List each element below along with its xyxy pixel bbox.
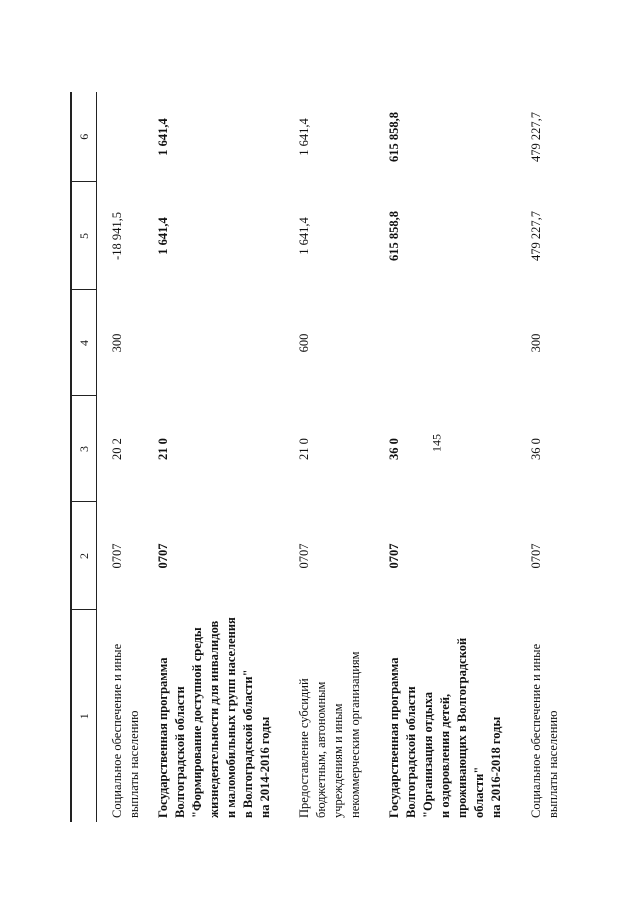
column-header: 4 bbox=[71, 290, 97, 396]
name-line: выплаты населению bbox=[546, 710, 560, 818]
cell-name bbox=[97, 610, 144, 822]
cell-amount-col5: 479 227,7 bbox=[529, 211, 543, 261]
cell-name bbox=[528, 610, 568, 822]
name-line: бюджетным, автономным bbox=[314, 681, 328, 818]
name-line: выплаты населению bbox=[127, 710, 141, 818]
column-header: 6 bbox=[71, 92, 97, 182]
name-line: области" bbox=[472, 766, 486, 818]
cell-name bbox=[374, 610, 528, 822]
name-line: проживающих в Волгоградской bbox=[455, 637, 469, 818]
name-line: некоммерческим организациям bbox=[348, 651, 362, 818]
name-line: Волгоградской области bbox=[173, 686, 187, 818]
cell-section: 0707 bbox=[529, 543, 543, 569]
header-row bbox=[71, 92, 97, 822]
cell-expense-type bbox=[143, 290, 274, 396]
name-line: в Волгоградской области" bbox=[241, 669, 255, 818]
cell-amount-col6: 479 227,7 bbox=[529, 112, 543, 162]
cell-target-article: 21 0 bbox=[156, 438, 170, 460]
name-line: учреждениям и иным bbox=[331, 703, 345, 818]
cell-expense-type bbox=[374, 290, 528, 396]
table-body bbox=[97, 92, 569, 822]
cell-target-article: 36 0 bbox=[387, 438, 401, 460]
name-line: на 2014-2016 годы bbox=[258, 716, 272, 818]
cell-amount-col5: 1 641,4 bbox=[297, 217, 311, 255]
name-line: Волгоградской области bbox=[404, 686, 418, 818]
budget-sheet bbox=[70, 92, 610, 822]
cell-amount-col6 bbox=[97, 92, 144, 182]
table-row bbox=[528, 92, 568, 822]
table-row bbox=[143, 92, 274, 822]
budget-table bbox=[70, 92, 568, 822]
name-line: Социальное обеспечение и иные bbox=[529, 643, 543, 818]
cell-section: 0707 bbox=[297, 543, 311, 569]
cell-amount-col6: 1 641,4 bbox=[297, 118, 311, 156]
table-row bbox=[97, 92, 144, 822]
table-row bbox=[374, 92, 528, 822]
cell-amount-col6: 615 858,8 bbox=[387, 112, 401, 162]
cell-amount-col5: -18 941,5 bbox=[110, 212, 124, 260]
cell-section: 0707 bbox=[156, 543, 170, 569]
name-line: Государственная программа bbox=[387, 657, 401, 818]
cell-name bbox=[143, 610, 274, 822]
cell-amount-col5: 615 858,8 bbox=[387, 211, 401, 261]
cell-expense-type: 300 bbox=[529, 333, 543, 353]
name-line: и оздоровления детей, bbox=[438, 693, 452, 818]
table-row bbox=[274, 92, 374, 822]
cell-expense-type: 300 bbox=[110, 333, 124, 353]
name-line: "Формирование доступной среды bbox=[190, 627, 204, 818]
column-header: 1 bbox=[71, 610, 97, 822]
cell-section: 0707 bbox=[110, 543, 124, 569]
cell-amount-col5: 1 641,4 bbox=[156, 217, 170, 255]
name-line: "Организация отдыха bbox=[421, 692, 435, 818]
column-header: 5 bbox=[71, 182, 97, 290]
cell-target-article: 36 0 bbox=[529, 438, 543, 460]
name-line: и маломобильных групп населения bbox=[224, 617, 238, 818]
name-line: на 2016-2018 годы bbox=[489, 716, 503, 818]
column-header: 3 bbox=[71, 396, 97, 502]
cell-amount-col6: 1 641,4 bbox=[156, 118, 170, 156]
name-line: Социальное обеспечение и иные bbox=[110, 643, 124, 818]
name-line: жизнедеятельности для инвалидов bbox=[207, 620, 221, 818]
page-number: 145 bbox=[429, 434, 444, 452]
cell-target-article: 21 0 bbox=[297, 438, 311, 460]
cell-name bbox=[274, 610, 374, 822]
cell-expense-type: 600 bbox=[297, 333, 311, 353]
cell-section: 0707 bbox=[387, 543, 401, 569]
column-header: 2 bbox=[71, 502, 97, 610]
name-line: Государственная программа bbox=[156, 657, 170, 818]
cell-target-article: 20 2 bbox=[110, 438, 124, 460]
name-line: Предоставление субсидий bbox=[297, 678, 311, 818]
